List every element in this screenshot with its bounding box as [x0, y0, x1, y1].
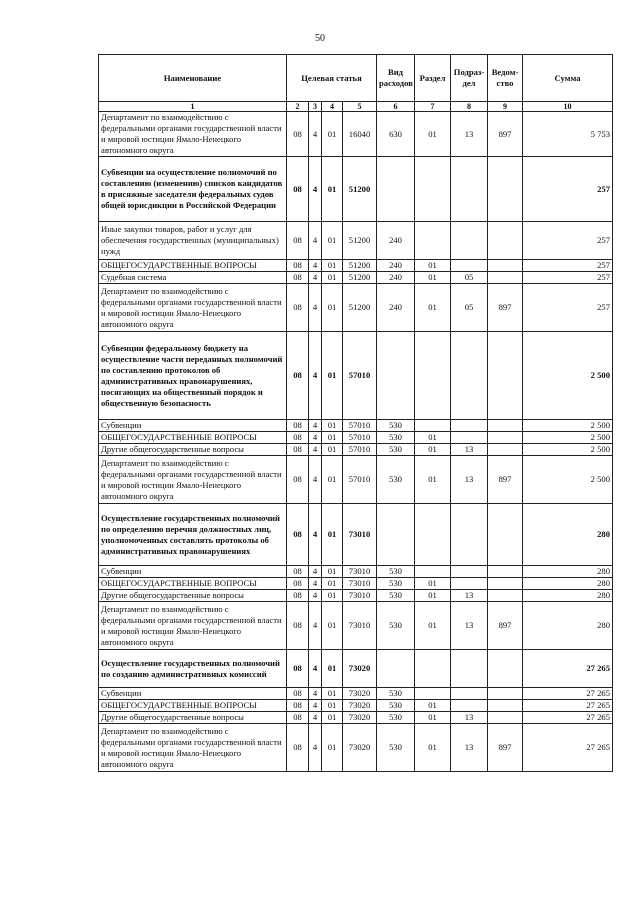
sum: 2 500 — [523, 332, 613, 420]
target-part-2: 4 — [309, 420, 322, 432]
expense-type — [377, 504, 415, 566]
sum: 280 — [523, 504, 613, 566]
section: 01 — [415, 724, 451, 772]
section: 01 — [415, 284, 451, 332]
target-part-4: 73020 — [343, 700, 377, 712]
table-row — [99, 688, 613, 700]
target-part-3: 01 — [322, 700, 343, 712]
row-name: Осуществление государственных полномочий по определению перечня должностных лиц, уполномоченных составлять протоколы об административных правонарушениях — [99, 504, 287, 566]
target-part-2: 4 — [309, 578, 322, 590]
department — [488, 688, 523, 700]
target-part-1: 08 — [287, 688, 309, 700]
header-target: Целевая статья — [287, 55, 377, 102]
sum: 5 753 — [523, 112, 613, 157]
row-name: Департамент по взаимодействию с федеральными органами государственной власти и мировой юстиции Ямало-Ненецкого автономного округа — [99, 284, 287, 332]
table-row — [99, 260, 613, 272]
target-part-4: 51200 — [343, 222, 377, 260]
sum: 257 — [523, 272, 613, 284]
target-part-4: 57010 — [343, 420, 377, 432]
target-part-3: 01 — [322, 602, 343, 650]
column-number: 10 — [523, 102, 613, 112]
target-part-4: 51200 — [343, 157, 377, 222]
target-part-2: 4 — [309, 157, 322, 222]
department: 897 — [488, 284, 523, 332]
column-number: 3 — [309, 102, 322, 112]
department — [488, 650, 523, 688]
target-part-3: 01 — [322, 504, 343, 566]
section: 01 — [415, 272, 451, 284]
section: 01 — [415, 444, 451, 456]
column-number: 7 — [415, 102, 451, 112]
section: 01 — [415, 578, 451, 590]
page-number: 50 — [315, 33, 325, 44]
sum: 2 500 — [523, 456, 613, 504]
expense-type: 530 — [377, 724, 415, 772]
sum: 27 265 — [523, 688, 613, 700]
section: 01 — [415, 590, 451, 602]
column-number: 8 — [451, 102, 488, 112]
target-part-3: 01 — [322, 650, 343, 688]
header-subsection: Подраз-дел — [451, 55, 488, 102]
subsection — [451, 566, 488, 578]
target-part-2: 4 — [309, 688, 322, 700]
column-number: 9 — [488, 102, 523, 112]
target-part-4: 73010 — [343, 590, 377, 602]
table-row — [99, 284, 613, 332]
row-name: Другие общегосударственные вопросы — [99, 444, 287, 456]
column-number-row — [99, 102, 613, 112]
subsection — [451, 700, 488, 712]
table-row — [99, 566, 613, 578]
target-part-4: 57010 — [343, 432, 377, 444]
section: 01 — [415, 456, 451, 504]
row-name: Департамент по взаимодействию с федеральными органами государственной власти и мировой юстиции Ямало-Ненецкого автономного округа — [99, 112, 287, 157]
header-expense-type: Вид расходов — [377, 55, 415, 102]
target-part-4: 57010 — [343, 456, 377, 504]
target-part-1: 08 — [287, 712, 309, 724]
subsection — [451, 260, 488, 272]
target-part-4: 73020 — [343, 724, 377, 772]
target-part-4: 73010 — [343, 602, 377, 650]
department — [488, 420, 523, 432]
row-name: Судебная система — [99, 272, 287, 284]
table-row — [99, 332, 613, 420]
section: 01 — [415, 432, 451, 444]
row-name: Департамент по взаимодействию с федеральными органами государственной власти и мировой юстиции Ямало-Ненецкого автономного округа — [99, 724, 287, 772]
target-part-1: 08 — [287, 504, 309, 566]
table-row — [99, 420, 613, 432]
row-name: Субвенции — [99, 688, 287, 700]
section: 01 — [415, 260, 451, 272]
table-row — [99, 222, 613, 260]
target-part-1: 08 — [287, 444, 309, 456]
target-part-1: 08 — [287, 332, 309, 420]
department — [488, 444, 523, 456]
department — [488, 700, 523, 712]
target-part-4: 51200 — [343, 260, 377, 272]
expense-type: 530 — [377, 444, 415, 456]
target-part-4: 51200 — [343, 284, 377, 332]
department — [488, 566, 523, 578]
section — [415, 157, 451, 222]
department: 897 — [488, 112, 523, 157]
sum: 2 500 — [523, 420, 613, 432]
target-part-3: 01 — [322, 688, 343, 700]
subsection — [451, 504, 488, 566]
target-part-3: 01 — [322, 420, 343, 432]
section — [415, 222, 451, 260]
expense-type: 530 — [377, 456, 415, 504]
column-number: 4 — [322, 102, 343, 112]
row-name: Другие общегосударственные вопросы — [99, 590, 287, 602]
row-name: Субвенции — [99, 566, 287, 578]
row-name: Субвенции на осуществление полномочий по составлению (изменению) списков кандидатов в присяжные заседатели федеральных судов общей юрисдикции в Российской Федерации — [99, 157, 287, 222]
subsection: 13 — [451, 456, 488, 504]
budget-table — [98, 54, 613, 772]
table-row — [99, 712, 613, 724]
subsection — [451, 688, 488, 700]
target-part-1: 08 — [287, 260, 309, 272]
target-part-1: 08 — [287, 272, 309, 284]
target-part-4: 51200 — [343, 272, 377, 284]
target-part-4: 73020 — [343, 688, 377, 700]
department — [488, 590, 523, 602]
table-row — [99, 724, 613, 772]
table-row — [99, 112, 613, 157]
header-department: Ведом-ство — [488, 55, 523, 102]
table-row — [99, 272, 613, 284]
section — [415, 332, 451, 420]
row-name: ОБЩЕГОСУДАРСТВЕННЫЕ ВОПРОСЫ — [99, 260, 287, 272]
expense-type: 530 — [377, 420, 415, 432]
target-part-4: 57010 — [343, 332, 377, 420]
table-row — [99, 700, 613, 712]
department — [488, 157, 523, 222]
expense-type: 240 — [377, 260, 415, 272]
target-part-3: 01 — [322, 578, 343, 590]
sum: 27 265 — [523, 700, 613, 712]
header-section: Раздел — [415, 55, 451, 102]
table-row — [99, 157, 613, 222]
target-part-3: 01 — [322, 432, 343, 444]
row-name: Другие общегосударственные вопросы — [99, 712, 287, 724]
subsection: 13 — [451, 444, 488, 456]
table-header-row — [99, 55, 613, 102]
expense-type: 530 — [377, 590, 415, 602]
target-part-1: 08 — [287, 700, 309, 712]
row-name: ОБЩЕГОСУДАРСТВЕННЫЕ ВОПРОСЫ — [99, 432, 287, 444]
expense-type: 530 — [377, 602, 415, 650]
section: 01 — [415, 700, 451, 712]
section: 01 — [415, 112, 451, 157]
expense-type: 530 — [377, 566, 415, 578]
sum: 27 265 — [523, 712, 613, 724]
expense-type: 240 — [377, 222, 415, 260]
subsection: 13 — [451, 590, 488, 602]
target-part-2: 4 — [309, 444, 322, 456]
sum: 280 — [523, 566, 613, 578]
department — [488, 332, 523, 420]
target-part-1: 08 — [287, 590, 309, 602]
subsection: 05 — [451, 284, 488, 332]
section — [415, 566, 451, 578]
expense-type — [377, 332, 415, 420]
target-part-2: 4 — [309, 272, 322, 284]
expense-type: 530 — [377, 688, 415, 700]
expense-type: 530 — [377, 700, 415, 712]
target-part-2: 4 — [309, 260, 322, 272]
target-part-4: 16040 — [343, 112, 377, 157]
target-part-3: 01 — [322, 590, 343, 602]
target-part-2: 4 — [309, 724, 322, 772]
subsection: 13 — [451, 712, 488, 724]
sum: 27 265 — [523, 650, 613, 688]
target-part-2: 4 — [309, 650, 322, 688]
target-part-3: 01 — [322, 332, 343, 420]
target-part-3: 01 — [322, 284, 343, 332]
target-part-1: 08 — [287, 112, 309, 157]
expense-type — [377, 650, 415, 688]
target-part-2: 4 — [309, 284, 322, 332]
target-part-4: 73020 — [343, 712, 377, 724]
subsection — [451, 222, 488, 260]
department: 897 — [488, 456, 523, 504]
expense-type: 530 — [377, 432, 415, 444]
target-part-3: 01 — [322, 712, 343, 724]
target-part-3: 01 — [322, 272, 343, 284]
target-part-4: 73020 — [343, 650, 377, 688]
target-part-2: 4 — [309, 222, 322, 260]
target-part-3: 01 — [322, 112, 343, 157]
row-name: Департамент по взаимодействию с федеральными органами государственной власти и мировой юстиции Ямало-Ненецкого автономного округа — [99, 456, 287, 504]
target-part-2: 4 — [309, 332, 322, 420]
target-part-1: 08 — [287, 157, 309, 222]
table-row — [99, 602, 613, 650]
target-part-2: 4 — [309, 566, 322, 578]
target-part-4: 73010 — [343, 566, 377, 578]
target-part-1: 08 — [287, 566, 309, 578]
table-row — [99, 456, 613, 504]
subsection: 05 — [451, 272, 488, 284]
sum: 2 500 — [523, 432, 613, 444]
target-part-1: 08 — [287, 432, 309, 444]
subsection — [451, 578, 488, 590]
target-part-2: 4 — [309, 432, 322, 444]
row-name: ОБЩЕГОСУДАРСТВЕННЫЕ ВОПРОСЫ — [99, 578, 287, 590]
table-row — [99, 590, 613, 602]
subsection — [451, 432, 488, 444]
target-part-1: 08 — [287, 602, 309, 650]
sum: 280 — [523, 578, 613, 590]
table-row — [99, 650, 613, 688]
target-part-2: 4 — [309, 700, 322, 712]
target-part-2: 4 — [309, 504, 322, 566]
row-name: Иные закупки товаров, работ и услуг для обеспечения государственных (муниципальных) нужд — [99, 222, 287, 260]
sum: 27 265 — [523, 724, 613, 772]
sum: 2 500 — [523, 444, 613, 456]
row-name: Субвенции — [99, 420, 287, 432]
expense-type: 530 — [377, 712, 415, 724]
target-part-2: 4 — [309, 456, 322, 504]
target-part-3: 01 — [322, 566, 343, 578]
expense-type: 240 — [377, 272, 415, 284]
sum: 280 — [523, 602, 613, 650]
row-name: Департамент по взаимодействию с федеральными органами государственной власти и мировой юстиции Ямало-Ненецкого автономного округа — [99, 602, 287, 650]
target-part-3: 01 — [322, 444, 343, 456]
subsection: 13 — [451, 112, 488, 157]
department — [488, 272, 523, 284]
column-number: 2 — [287, 102, 309, 112]
subsection — [451, 332, 488, 420]
table-row — [99, 504, 613, 566]
department — [488, 504, 523, 566]
target-part-3: 01 — [322, 724, 343, 772]
expense-type — [377, 157, 415, 222]
department — [488, 712, 523, 724]
target-part-4: 73010 — [343, 578, 377, 590]
section — [415, 688, 451, 700]
column-number: 5 — [343, 102, 377, 112]
header-name: Наименование — [99, 55, 287, 102]
target-part-1: 08 — [287, 724, 309, 772]
department — [488, 432, 523, 444]
sum: 257 — [523, 284, 613, 332]
row-name: Осуществление государственных полномочий по созданию административных комиссий — [99, 650, 287, 688]
section — [415, 650, 451, 688]
target-part-3: 01 — [322, 157, 343, 222]
department — [488, 222, 523, 260]
section — [415, 504, 451, 566]
row-name: Субвенции федеральному бюджету на осуществление части переданных полномочий по составлению протоколов об административных правонарушениях, посягающих на общественный порядок и общественную безопасность — [99, 332, 287, 420]
subsection: 13 — [451, 602, 488, 650]
table-row — [99, 444, 613, 456]
target-part-1: 08 — [287, 420, 309, 432]
subsection: 13 — [451, 724, 488, 772]
section: 01 — [415, 712, 451, 724]
target-part-4: 57010 — [343, 444, 377, 456]
table-body — [99, 112, 613, 772]
target-part-2: 4 — [309, 590, 322, 602]
column-number: 6 — [377, 102, 415, 112]
department: 897 — [488, 724, 523, 772]
target-part-2: 4 — [309, 602, 322, 650]
subsection — [451, 157, 488, 222]
department — [488, 260, 523, 272]
column-number: 1 — [99, 102, 287, 112]
row-name: ОБЩЕГОСУДАРСТВЕННЫЕ ВОПРОСЫ — [99, 700, 287, 712]
table-row — [99, 432, 613, 444]
expense-type: 630 — [377, 112, 415, 157]
section — [415, 420, 451, 432]
table-row — [99, 578, 613, 590]
target-part-2: 4 — [309, 712, 322, 724]
target-part-1: 08 — [287, 650, 309, 688]
sum: 280 — [523, 590, 613, 602]
target-part-1: 08 — [287, 456, 309, 504]
subsection — [451, 650, 488, 688]
department — [488, 578, 523, 590]
target-part-3: 01 — [322, 260, 343, 272]
sum: 257 — [523, 157, 613, 222]
target-part-1: 08 — [287, 284, 309, 332]
department: 897 — [488, 602, 523, 650]
target-part-1: 08 — [287, 222, 309, 260]
header-sum: Сумма — [523, 55, 613, 102]
sum: 257 — [523, 260, 613, 272]
target-part-3: 01 — [322, 456, 343, 504]
target-part-4: 73010 — [343, 504, 377, 566]
target-part-3: 01 — [322, 222, 343, 260]
sum: 257 — [523, 222, 613, 260]
expense-type: 240 — [377, 284, 415, 332]
target-part-2: 4 — [309, 112, 322, 157]
target-part-1: 08 — [287, 578, 309, 590]
expense-type: 530 — [377, 578, 415, 590]
subsection — [451, 420, 488, 432]
section: 01 — [415, 602, 451, 650]
